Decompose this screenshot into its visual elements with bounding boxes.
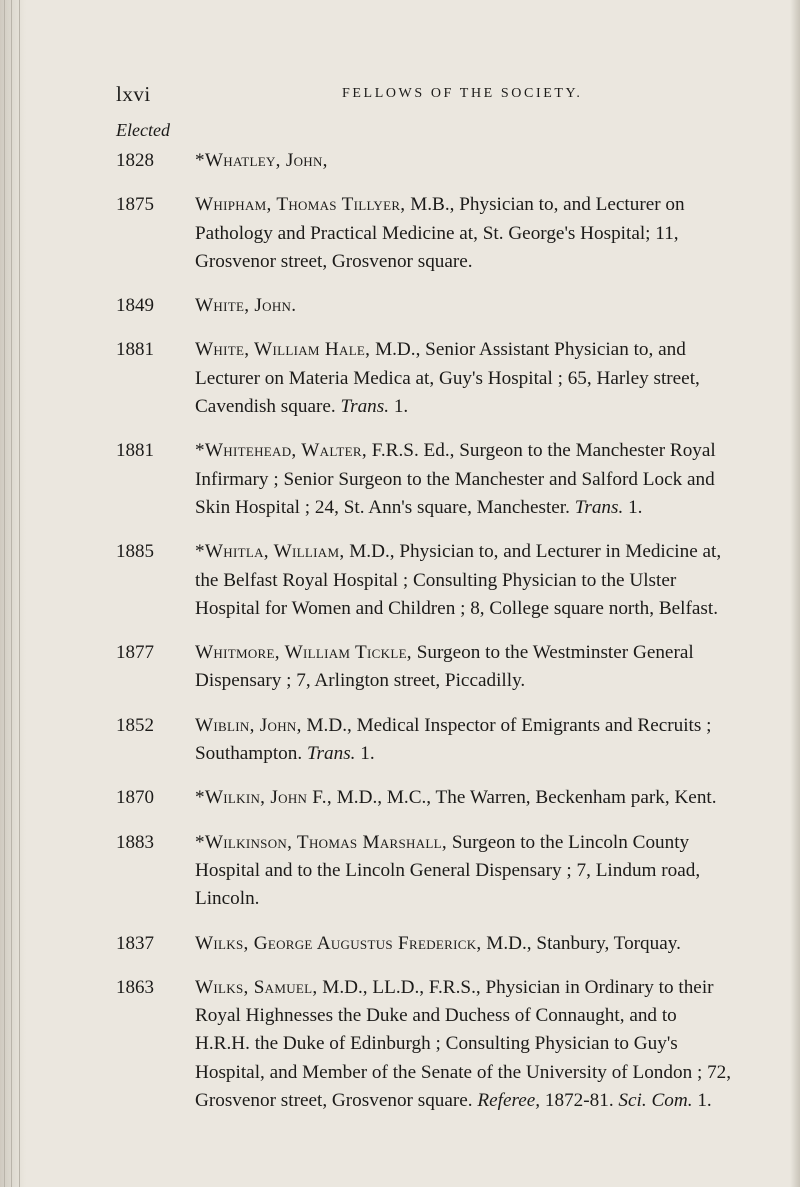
fellow-name: *Wilkinson, Thomas Marshall, — [195, 831, 448, 853]
fellow-name: *Whatley, John, — [195, 150, 328, 171]
running-head: FELLOWS OF THE SOCIETY. — [342, 86, 583, 101]
list-item — [116, 336, 736, 421]
fellow-details: M.D., Physician to, and Lecturer in Medicine at, the Belfast Royal Hospital ; Consulting Physician to the Ulster Hospital for Women and Children ; 8, College square north, Belfast. — [195, 541, 722, 619]
list-item — [116, 292, 736, 320]
fellow-name: White, William Hale, — [195, 339, 371, 361]
election-year: 1885 — [116, 541, 154, 563]
election-year: 1870 — [116, 787, 154, 809]
election-year: 1875 — [116, 194, 154, 216]
entry-text — [195, 191, 736, 276]
election-year: 1852 — [116, 714, 154, 736]
election-year: 1881 — [116, 440, 154, 462]
election-year: 1828 — [116, 150, 154, 171]
fellow-details: Surgeon to the Westminster General Dispensary ; 7, Arlington street, Piccadilly. — [195, 642, 694, 692]
column-label: Elected — [116, 120, 170, 140]
fellows-list — [116, 147, 736, 1131]
fellow-details: Surgeon to the Lincoln County Hospital and to the Lincoln General Dispensary ; 7, Lindum road, Lincoln. — [195, 831, 701, 910]
list-item — [116, 538, 736, 623]
election-year: 1849 — [116, 295, 154, 317]
entry-text — [195, 292, 736, 320]
list-item — [116, 437, 736, 522]
fellow-name: Whipham, Thomas Tillyer, — [195, 194, 406, 216]
fellow-details: M.D., M.C., The Warren, Beckenham park, Kent. — [331, 787, 717, 809]
page-header — [116, 82, 716, 112]
entry-text — [195, 712, 736, 769]
binding-line — [11, 0, 12, 1187]
fellow-details: F.R.S. Ed., Surgeon to the Manchester Royal Infirmary ; Senior Surgeon to the Manchester and Salford Lock and Skin Hospital ; 24, St. Ann's square, Manchester. — [195, 440, 716, 518]
election-year: 1837 — [116, 932, 154, 954]
publication-volume: 1. — [389, 396, 409, 418]
entry-text — [195, 639, 736, 696]
list-item — [116, 930, 736, 958]
publication-ref: Trans. — [306, 743, 356, 765]
binding-line — [19, 0, 20, 1187]
election-year: 1863 — [116, 976, 154, 998]
fellow-name: Wiblin, John, — [195, 714, 302, 736]
fellow-name: *Whitla, William, — [195, 541, 345, 563]
publication-volume: 1. — [623, 496, 643, 518]
fellow-name: *Whitehead, Walter, — [195, 440, 367, 462]
entry-text — [195, 437, 736, 522]
fellow-details: M.D., Senior Assistant Physician to, and Lecturer on Materia Medica at, Guy's Hospital ; 65, Harley street, Cavendish square. — [195, 339, 700, 418]
entry-text — [195, 829, 736, 914]
entry-text — [195, 336, 736, 421]
list-item — [116, 147, 736, 175]
entry-text — [195, 974, 736, 1115]
entry-text — [195, 784, 736, 812]
publication-volume: 1. — [692, 1090, 712, 1112]
list-item — [116, 639, 736, 696]
fellow-details: M.D., Medical Inspector of Emigrants and Recruits ; Southampton. — [195, 714, 712, 765]
fellow-details: M.D., LL.D., F.R.S., Physician in Ordinary to their Royal Highnesses the Duke and Duchess of Connaught, and to H.R.H. the Duke of Edinburgh ; Consulting Physician to Guy's Hospital, and Member of the Senate of the University of London ; 72, Grosvenor street, Grosvenor square. — [195, 976, 732, 1112]
publication-ref: Referee, — [477, 1090, 541, 1112]
publication-volume: 1. — [355, 743, 375, 765]
entry-text — [195, 147, 736, 175]
fellow-name: White, John. — [195, 295, 297, 317]
publication-ref: Trans. — [340, 396, 390, 418]
publication-ref: Trans. — [574, 496, 624, 518]
publication-ref: Sci. Com. — [618, 1090, 693, 1112]
page-edge — [790, 0, 800, 1187]
election-year: 1883 — [116, 831, 154, 853]
list-item — [116, 191, 736, 276]
election-year: 1881 — [116, 339, 154, 361]
fellow-name: *Wilkin, John F., — [195, 787, 332, 809]
list-item — [116, 784, 736, 812]
fellow-name: Wilks, George Augustus Frederick, — [195, 932, 482, 954]
fellow-name: Whitmore, William Tickle, — [195, 642, 412, 664]
election-year: 1877 — [116, 642, 154, 664]
fellow-details: M.D., Stanbury, Torquay. — [481, 932, 681, 954]
binding-line — [4, 0, 5, 1187]
list-item — [116, 712, 736, 769]
list-item — [116, 974, 736, 1115]
page-number: lxvi — [116, 82, 151, 106]
entry-text — [195, 538, 736, 623]
list-item — [116, 829, 736, 914]
fellow-name: Wilks, Samuel, — [195, 976, 318, 998]
entry-text — [195, 930, 736, 958]
publication-volume: 1872-81. — [540, 1090, 619, 1112]
fellow-details: M.B., Physician to, and Lecturer on Pathology and Practical Medicine at, St. George's Hospital; 11, Grosvenor street, Grosvenor square. — [195, 194, 685, 272]
